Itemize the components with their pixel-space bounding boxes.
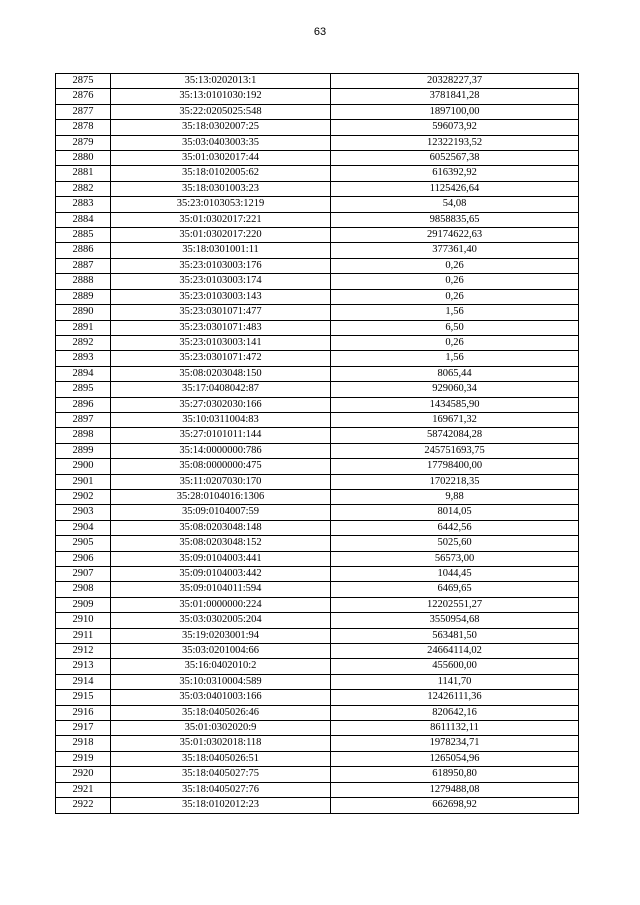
table-row [56, 181, 579, 196]
row-number-cell: 2875 [56, 74, 111, 89]
value-cell: 8611132,11 [331, 721, 579, 736]
cadastral-number-cell: 35:28:0104016:1306 [111, 489, 331, 504]
cadastral-number-cell: 35:09:0104011:594 [111, 582, 331, 597]
row-number-cell: 2893 [56, 351, 111, 366]
table-row [56, 74, 579, 89]
row-number-cell: 2887 [56, 258, 111, 273]
value-cell: 12426111,36 [331, 690, 579, 705]
table-row [56, 644, 579, 659]
cadastral-number-cell: 35:03:0401003:166 [111, 690, 331, 705]
cadastral-number-cell: 35:08:0000000:475 [111, 459, 331, 474]
value-cell: 24664114,02 [331, 644, 579, 659]
value-cell: 618950,80 [331, 767, 579, 782]
cadastral-number-cell: 35:01:0302017:220 [111, 228, 331, 243]
cadastral-number-cell: 35:18:0301001:11 [111, 243, 331, 258]
cadastral-number-cell: 35:19:0203001:94 [111, 628, 331, 643]
row-number-cell: 2881 [56, 166, 111, 181]
table-row [56, 320, 579, 335]
cadastral-number-cell: 35:18:0102005:62 [111, 166, 331, 181]
cadastral-number-cell: 35:17:0408042:87 [111, 382, 331, 397]
value-cell: 1978234,71 [331, 736, 579, 751]
row-number-cell: 2904 [56, 520, 111, 535]
value-cell: 20328227,37 [331, 74, 579, 89]
table-row [56, 197, 579, 212]
row-number-cell: 2911 [56, 628, 111, 643]
value-cell: 6442,56 [331, 520, 579, 535]
cadastral-number-cell: 35:11:0207030:170 [111, 474, 331, 489]
table-row [56, 613, 579, 628]
value-cell: 29174622,63 [331, 228, 579, 243]
cadastral-number-cell: 35:22:0205025:548 [111, 104, 331, 119]
value-cell: 9858835,65 [331, 212, 579, 227]
table-row [56, 582, 579, 597]
value-cell: 58742084,28 [331, 428, 579, 443]
value-cell: 17798400,00 [331, 459, 579, 474]
value-cell: 6,50 [331, 320, 579, 335]
value-cell: 3550954,68 [331, 613, 579, 628]
row-number-cell: 2879 [56, 135, 111, 150]
table-row [56, 674, 579, 689]
row-number-cell: 2897 [56, 412, 111, 427]
row-number-cell: 2880 [56, 151, 111, 166]
value-cell: 6052567,38 [331, 151, 579, 166]
table-row [56, 305, 579, 320]
cadastral-number-cell: 35:18:0405027:75 [111, 767, 331, 782]
value-cell: 1044,45 [331, 567, 579, 582]
row-number-cell: 2894 [56, 366, 111, 381]
cadastral-number-cell: 35:10:0311004:83 [111, 412, 331, 427]
value-cell: 12202551,27 [331, 597, 579, 612]
table-row [56, 412, 579, 427]
table-row [56, 551, 579, 566]
cadastral-number-cell: 35:09:0104003:442 [111, 567, 331, 582]
table-row [56, 690, 579, 705]
row-number-cell: 2885 [56, 228, 111, 243]
table-row [56, 274, 579, 289]
cadastral-number-cell: 35:03:0201004:66 [111, 644, 331, 659]
cadastral-number-cell: 35:23:0103003:174 [111, 274, 331, 289]
table-row [56, 89, 579, 104]
table-row [56, 397, 579, 412]
row-number-cell: 2906 [56, 551, 111, 566]
table-row [56, 520, 579, 535]
row-number-cell: 2891 [56, 320, 111, 335]
table-row [56, 428, 579, 443]
value-cell: 5025,60 [331, 536, 579, 551]
table-row [56, 767, 579, 782]
cadastral-number-cell: 35:23:0103053:1219 [111, 197, 331, 212]
table-row [56, 228, 579, 243]
row-number-cell: 2922 [56, 798, 111, 813]
value-cell: 3781841,28 [331, 89, 579, 104]
value-cell: 596073,92 [331, 120, 579, 135]
table-row [56, 474, 579, 489]
row-number-cell: 2918 [56, 736, 111, 751]
row-number-cell: 2895 [56, 382, 111, 397]
row-number-cell: 2908 [56, 582, 111, 597]
row-number-cell: 2902 [56, 489, 111, 504]
cadastral-number-cell: 35:08:0203048:150 [111, 366, 331, 381]
cadastral-number-cell: 35:08:0203048:152 [111, 536, 331, 551]
cadastral-number-cell: 35:01:0302017:221 [111, 212, 331, 227]
row-number-cell: 2876 [56, 89, 111, 104]
table-row [56, 751, 579, 766]
table-row [56, 659, 579, 674]
table-row [56, 489, 579, 504]
table-row [56, 382, 579, 397]
row-number-cell: 2889 [56, 289, 111, 304]
value-cell: 1,56 [331, 305, 579, 320]
table-row [56, 782, 579, 797]
row-number-cell: 2884 [56, 212, 111, 227]
row-number-cell: 2877 [56, 104, 111, 119]
value-cell: 1434585,90 [331, 397, 579, 412]
row-number-cell: 2900 [56, 459, 111, 474]
value-cell: 1897100,00 [331, 104, 579, 119]
row-number-cell: 2905 [56, 536, 111, 551]
value-cell: 6469,65 [331, 582, 579, 597]
table-row [56, 104, 579, 119]
table-row [56, 597, 579, 612]
row-number-cell: 2886 [56, 243, 111, 258]
cadastral-number-cell: 35:18:0405027:76 [111, 782, 331, 797]
cadastral-number-cell: 35:23:0103003:141 [111, 335, 331, 350]
row-number-cell: 2916 [56, 705, 111, 720]
value-cell: 0,26 [331, 274, 579, 289]
value-cell: 455600,00 [331, 659, 579, 674]
table-row [56, 366, 579, 381]
cadastral-number-cell: 35:01:0000000:224 [111, 597, 331, 612]
cadastral-number-cell: 35:18:0405026:51 [111, 751, 331, 766]
cadastral-number-cell: 35:18:0102012:23 [111, 798, 331, 813]
table-row [56, 705, 579, 720]
table-row [56, 798, 579, 813]
value-cell: 616392,92 [331, 166, 579, 181]
cadastral-number-cell: 35:03:0403003:35 [111, 135, 331, 150]
cadastral-number-cell: 35:18:0405026:46 [111, 705, 331, 720]
table-row [56, 721, 579, 736]
value-cell: 0,26 [331, 258, 579, 273]
row-number-cell: 2890 [56, 305, 111, 320]
row-number-cell: 2920 [56, 767, 111, 782]
cadastral-number-cell: 35:01:0302018:118 [111, 736, 331, 751]
cadastral-number-cell: 35:16:0402010:2 [111, 659, 331, 674]
table-row [56, 351, 579, 366]
value-cell: 1125426,64 [331, 181, 579, 196]
cadastral-number-cell: 35:23:0301071:483 [111, 320, 331, 335]
row-number-cell: 2907 [56, 567, 111, 582]
cadastral-number-cell: 35:23:0103003:176 [111, 258, 331, 273]
table-row [56, 166, 579, 181]
value-cell: 1265054,96 [331, 751, 579, 766]
value-cell: 377361,40 [331, 243, 579, 258]
table-row [56, 335, 579, 350]
row-number-cell: 2910 [56, 613, 111, 628]
row-number-cell: 2917 [56, 721, 111, 736]
cadastral-number-cell: 35:01:0302017:44 [111, 151, 331, 166]
cadastral-number-cell: 35:18:0301003:23 [111, 181, 331, 196]
row-number-cell: 2915 [56, 690, 111, 705]
cadastral-number-cell: 35:23:0103003:143 [111, 289, 331, 304]
row-number-cell: 2914 [56, 674, 111, 689]
value-cell: 929060,34 [331, 382, 579, 397]
table-row [56, 135, 579, 150]
row-number-cell: 2921 [56, 782, 111, 797]
row-number-cell: 2892 [56, 335, 111, 350]
value-cell: 169671,32 [331, 412, 579, 427]
cadastral-number-cell: 35:18:0302007:25 [111, 120, 331, 135]
row-number-cell: 2896 [56, 397, 111, 412]
table-row [56, 258, 579, 273]
row-number-cell: 2912 [56, 644, 111, 659]
value-cell: 8065,44 [331, 366, 579, 381]
value-cell: 54,08 [331, 197, 579, 212]
table-row [56, 459, 579, 474]
cadastral-number-cell: 35:13:0202013:1 [111, 74, 331, 89]
value-cell: 1,56 [331, 351, 579, 366]
row-number-cell: 2909 [56, 597, 111, 612]
value-cell: 1702218,35 [331, 474, 579, 489]
table-body [56, 74, 579, 814]
table-row [56, 736, 579, 751]
cadastral-number-cell: 35:14:0000000:786 [111, 443, 331, 458]
table-row [56, 120, 579, 135]
table-row [56, 628, 579, 643]
row-number-cell: 2883 [56, 197, 111, 212]
table-row [56, 536, 579, 551]
value-cell: 9,88 [331, 489, 579, 504]
row-number-cell: 2903 [56, 505, 111, 520]
value-cell: 563481,50 [331, 628, 579, 643]
row-number-cell: 2882 [56, 181, 111, 196]
row-number-cell: 2919 [56, 751, 111, 766]
value-cell: 820642,16 [331, 705, 579, 720]
table-row [56, 243, 579, 258]
value-cell: 0,26 [331, 335, 579, 350]
cadastral-number-cell: 35:27:0101011:144 [111, 428, 331, 443]
value-cell: 245751693,75 [331, 443, 579, 458]
table-row [56, 505, 579, 520]
value-cell: 12322193,52 [331, 135, 579, 150]
value-cell: 56573,00 [331, 551, 579, 566]
table-row [56, 212, 579, 227]
row-number-cell: 2901 [56, 474, 111, 489]
cadastral-number-cell: 35:27:0302030:166 [111, 397, 331, 412]
value-cell: 1141,70 [331, 674, 579, 689]
row-number-cell: 2898 [56, 428, 111, 443]
table-row [56, 567, 579, 582]
value-cell: 662698,92 [331, 798, 579, 813]
cadastral-number-cell: 35:23:0301071:472 [111, 351, 331, 366]
cadastral-number-cell: 35:01:0302020:9 [111, 721, 331, 736]
cadastral-number-cell: 35:23:0301071:477 [111, 305, 331, 320]
row-number-cell: 2899 [56, 443, 111, 458]
table-row [56, 443, 579, 458]
table-row [56, 289, 579, 304]
cadastral-number-cell: 35:13:0101030:192 [111, 89, 331, 104]
value-cell: 0,26 [331, 289, 579, 304]
row-number-cell: 2913 [56, 659, 111, 674]
cadastral-number-cell: 35:10:0310004:589 [111, 674, 331, 689]
cadastral-number-cell: 35:08:0203048:148 [111, 520, 331, 535]
cadastral-number-cell: 35:09:0104007:59 [111, 505, 331, 520]
table-row [56, 151, 579, 166]
value-cell: 1279488,08 [331, 782, 579, 797]
data-table [55, 73, 579, 814]
cadastral-number-cell: 35:09:0104003:441 [111, 551, 331, 566]
cadastral-number-cell: 35:03:0302005:204 [111, 613, 331, 628]
page-number: 63 [313, 26, 327, 38]
row-number-cell: 2878 [56, 120, 111, 135]
value-cell: 8014,05 [331, 505, 579, 520]
row-number-cell: 2888 [56, 274, 111, 289]
